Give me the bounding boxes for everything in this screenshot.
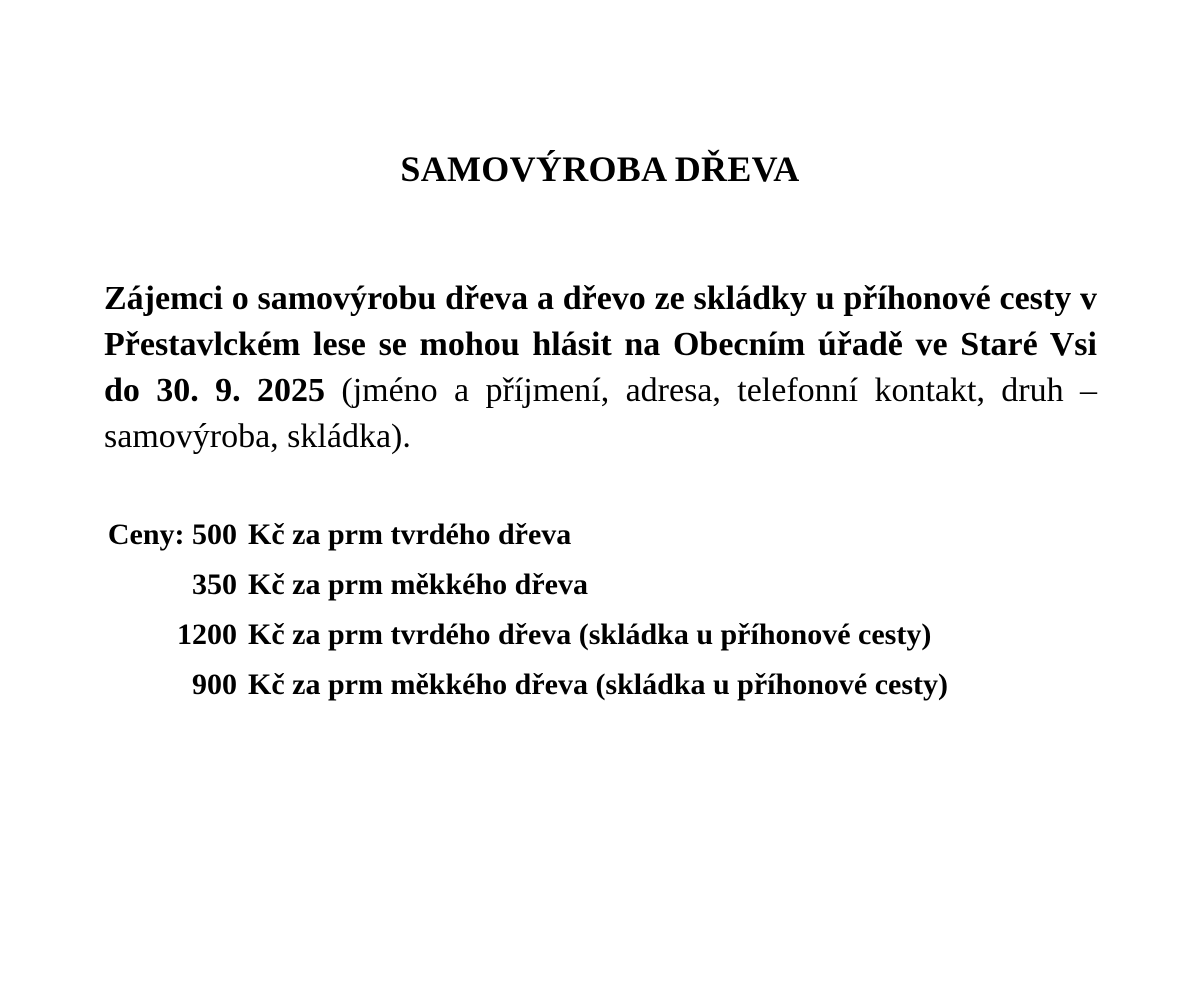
- price-row: [104, 560, 1200, 610]
- price-amount-column: [104, 660, 237, 710]
- price-description: Kč za prm měkkého dřeva: [248, 568, 588, 601]
- notice-paragraph-regular-text: (jméno a příjmení, adresa, telefonní kontakt, druh – samovýroba, skládka).: [104, 372, 1097, 455]
- notice-paragraph-bold-text: Zájemci o samovýrobu dřeva a dřevo ze skládky u příhonové cesty v Přestavlckém lese se mohou hlásit na Obecním úřadě ve Staré Vsi do 30. 9. 2025: [104, 280, 1097, 409]
- price-list-label: Ceny:: [107, 518, 185, 551]
- price-row: [104, 660, 1200, 710]
- price-description: Kč za prm tvrdého dřeva (skládka u příhonové cesty): [248, 618, 932, 651]
- price-list: [104, 510, 1200, 710]
- price-amount: 500: [192, 518, 237, 551]
- document-page: [0, 149, 1200, 997]
- page-title: SAMOVÝROBA DŘEVA: [400, 149, 800, 189]
- notice-paragraph: [104, 276, 1097, 460]
- price-amount: 350: [192, 568, 237, 601]
- price-amount-column: [104, 560, 237, 610]
- price-amount: 900: [192, 668, 237, 701]
- price-amount-column: [104, 510, 237, 560]
- price-amount: 1200: [177, 618, 237, 651]
- price-row: [104, 510, 1200, 560]
- price-description: Kč za prm tvrdého dřeva: [248, 518, 572, 551]
- price-amount-column: [104, 610, 237, 660]
- price-description: Kč za prm měkkého dřeva (skládka u příhonové cesty): [248, 668, 948, 701]
- price-row: [104, 610, 1200, 660]
